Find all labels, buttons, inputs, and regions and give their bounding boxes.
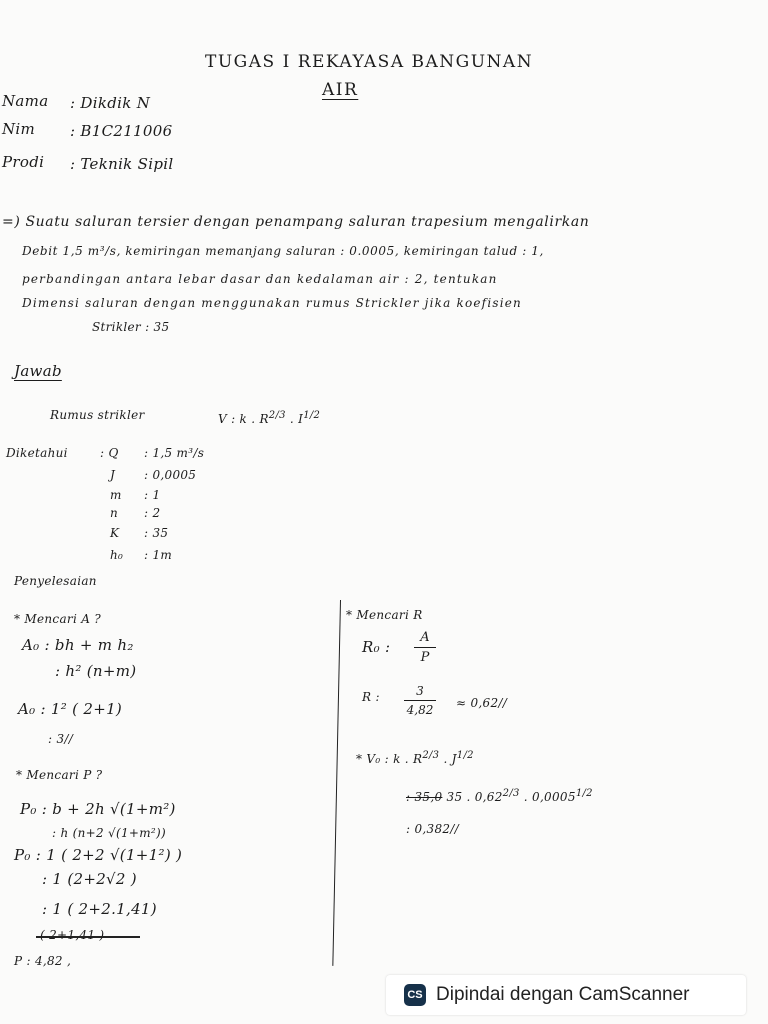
r-step-1-fraction: A P: [414, 630, 436, 665]
diketahui-value: : 1: [144, 488, 161, 502]
nama-value: : Dikdik N: [70, 94, 151, 112]
diketahui-value: : 35: [144, 526, 169, 540]
p-step-5: : 1 ( 2+2.1,41): [42, 900, 157, 918]
nim-label: Nim: [2, 120, 36, 138]
v-step-1: * V₀ : k . $R^{2/3}$ . $J^{1/2}$: [356, 750, 474, 766]
question-line-4: Dimensi saluran dengan menggunakan rumus Strickler jika koefisien: [22, 296, 522, 310]
document-title: TUGAS I REKAYASA BANGUNAN: [205, 52, 534, 72]
diketahui-symbol: : Q: [100, 446, 119, 460]
question-line-3: perbandingan antara lebar dasar dan kedalaman air : 2, tentukan: [22, 272, 498, 286]
diketahui-value: : 1m: [144, 548, 173, 562]
diketahui-symbol: m: [110, 488, 122, 502]
camscanner-watermark: [386, 975, 746, 1015]
strikethrough-mark: [36, 936, 140, 938]
prodi-value: : Teknik Sipil: [70, 155, 174, 173]
a-step-3: A₀ : 1² ( 2+1): [18, 700, 123, 718]
diketahui-value: : 0,0005: [144, 468, 197, 482]
jawab-heading: Jawab: [14, 362, 62, 380]
rumus-formula: V : k . $R^{2/3}$ . $I^{1/2}$: [218, 410, 321, 426]
p-step-4: : 1 (2+2√2 ): [42, 870, 137, 888]
question-line-1: =) Suatu saluran tersier dengan penampang saluran trapesium mengalirkan: [2, 214, 590, 230]
camscanner-logo-icon: CS: [404, 984, 426, 1006]
column-divider: [332, 600, 341, 966]
prodi-label: Prodi: [2, 153, 45, 171]
p-step-7: P : 4,82 ,: [14, 954, 72, 968]
diketahui-symbol: n: [110, 506, 119, 520]
mencari-a-heading: * Mencari A ?: [14, 612, 102, 626]
nim-value: : B1C211006: [70, 122, 173, 140]
document-subtitle: AIR: [322, 80, 359, 100]
p-step-2: : h (n+2 √(1+m²)): [52, 826, 166, 840]
a-step-2: : h² (n+m): [55, 662, 137, 680]
a-step-1: A₀ : bh + m h₂: [22, 636, 134, 654]
diketahui-label: Diketahui: [6, 446, 68, 460]
diketahui-value: : 2: [144, 506, 161, 520]
diketahui-value: : 1,5 m³/s: [144, 446, 205, 460]
mencari-p-heading: * Mencari P ?: [16, 768, 103, 782]
diketahui-symbol: h₀: [110, 548, 124, 562]
r-step-2-label: R :: [362, 690, 380, 704]
penyelesaian-heading: Penyelesaian: [14, 574, 97, 588]
p-step-3: P₀ : 1 ( 2+2 √(1+1²) ): [14, 846, 183, 864]
mencari-r-heading: * Mencari R: [346, 608, 423, 622]
watermark-text: Dipindai dengan CamScanner: [436, 984, 690, 1005]
question-line-2: Debit 1,5 m³/s, kemiringan memanjang saluran : 0.0005, kemiringan talud : 1,: [22, 244, 544, 258]
a-step-4: : 3//: [48, 732, 74, 746]
p-step-1: P₀ : b + 2h √(1+m²): [20, 800, 176, 818]
question-line-5: Strikler : 35: [92, 320, 170, 334]
nama-label: Nama: [2, 92, 49, 110]
r-step-2-result: ≈ 0,62//: [456, 696, 508, 710]
diketahui-symbol: J: [110, 468, 116, 482]
p-step-6-crossed: ( 2+1,41 ): [40, 928, 105, 942]
r-step-2-fraction: 3 4,82: [404, 684, 436, 717]
v-step-3: : 0,382//: [406, 822, 459, 836]
v-step-2: : 35,0 35 . $0,62^{2/3}$ . $0,0005^{1/2}$: [406, 788, 593, 804]
rumus-label: Rumus strikler: [50, 408, 145, 422]
r-step-1-label: R₀ :: [362, 638, 391, 656]
diketahui-symbol: K: [110, 526, 120, 540]
